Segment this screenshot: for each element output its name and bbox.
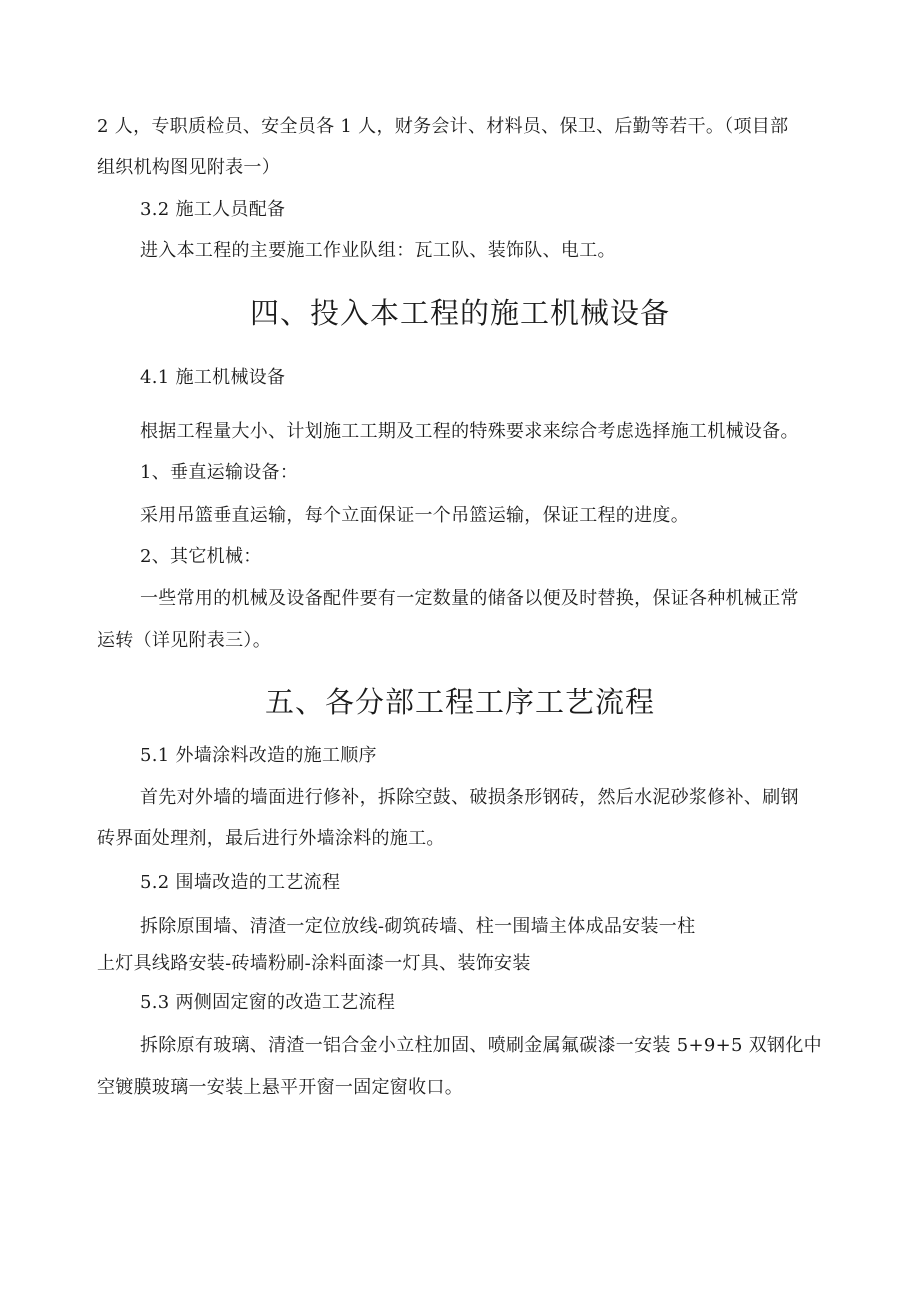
- paragraph-line: 组织机构图见附表一）: [97, 157, 280, 178]
- paragraph-line: 拆除原有玻璃、清渣一铝合金小立柱加固、喷刷金属氟碳漆一安装 5+9+5 双钢化中: [140, 1035, 822, 1056]
- subsection-heading: 3.2 施工人员配备: [140, 199, 286, 220]
- paragraph-line: 空镀膜玻璃一安装上悬平开窗一固定窗收口。: [97, 1077, 463, 1098]
- paragraph-line: 砖界面处理剂，最后进行外墙涂料的施工。: [97, 828, 445, 849]
- section-heading: 四、投入本工程的施工机械设备: [249, 296, 670, 330]
- paragraph-line: 拆除原围墙、清渣一定位放线-砌筑砖墙、柱一围墙主体成品安装一柱: [140, 916, 696, 937]
- paragraph-line: 首先对外墙的墙面进行修补，拆除空鼓、破损条形钢砖，然后水泥砂浆修补、刷钢: [140, 787, 799, 808]
- subsection-heading: 5.2 围墙改造的工艺流程: [140, 872, 341, 893]
- paragraph-line: 2、其它机械：: [140, 546, 262, 567]
- section-heading: 五、各分部工程工序工艺流程: [264, 685, 655, 719]
- paragraph-line: 采用吊篮垂直运输，每个立面保证一个吊篮运输，保证工程的进度。: [140, 505, 689, 526]
- subsection-heading: 5.3 两侧固定窗的改造工艺流程: [140, 992, 396, 1013]
- paragraph-line: 2 人，专职质检员、安全员各 1 人，财务会计、材料员、保卫、后勤等若干。（项目部: [97, 116, 789, 137]
- paragraph-line: 运转（详见附表三）。: [97, 630, 271, 651]
- paragraph-line: 上灯具线路安装-砖墙粉刷-涂料面漆一灯具、装饰安装: [97, 953, 531, 974]
- subsection-heading: 5.1 外墙涂料改造的施工顺序: [140, 745, 377, 766]
- paragraph-line: 进入本工程的主要施工作业队组：瓦工队、装饰队、电工。: [140, 240, 616, 261]
- paragraph-line: 一些常用的机械及设备配件要有一定数量的储备以便及时替换，保证各种机械正常: [140, 588, 799, 609]
- paragraph-line: 1、垂直运输设备：: [140, 462, 299, 483]
- paragraph-line: 根据工程量大小、计划施工工期及工程的特殊要求来综合考虑选择施工机械设备。: [140, 421, 799, 442]
- subsection-heading: 4.1 施工机械设备: [140, 367, 286, 388]
